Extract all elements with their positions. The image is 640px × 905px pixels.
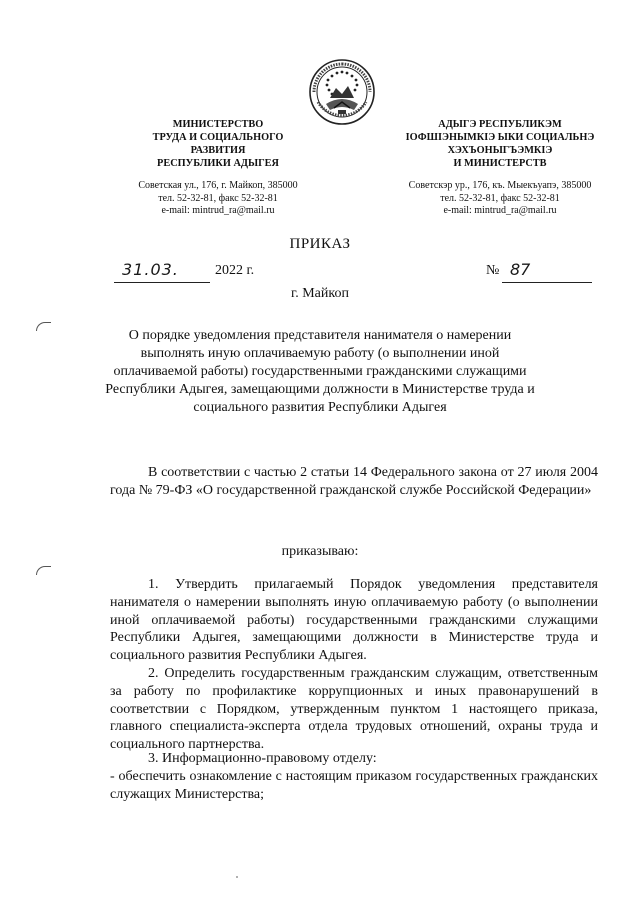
document-title: ПРИКАЗ: [289, 236, 351, 252]
order-paragraph: 3. Информационно-правовому отделу:: [148, 751, 377, 766]
handwritten-number: 87: [510, 260, 531, 279]
legal-basis-paragraph: В соответствии с частью 2 статьи 14 Федерального закона от 27 июля 2004 года № 79-ФЗ «О государственной гражданской службе Российской Федерации»: [110, 465, 598, 498]
ministry-name-line: И МИНИСТЕРСТВ: [453, 158, 547, 169]
order-paragraph: 2. Определить государственным гражданским служащим, ответственным за работу по профилактике коррупционных и иных правонарушений в соответствии с Порядком, утвержденным пунктом 1 настоящего приказа, главного специалиста-эксперта отдела трудовых отношений, охраны труда и социального партнерства.: [110, 666, 598, 753]
handwritten-date: 31.03.: [122, 260, 179, 279]
order-subject: О порядке уведомления представителя нанимателя о намерении выполнять иную оплачиваемую работу (о выполнении иной оплачиваемой работы) государственными гражданскими служащими Республики Адыгея, замещающими должности в Министерстве труда и социального развития Республики Адыгея: [105, 328, 535, 415]
year-label: 2022 г.: [215, 263, 255, 278]
order-word: приказываю:: [281, 544, 359, 559]
number-sign: №: [486, 263, 500, 278]
date-field: [114, 258, 210, 283]
address-line: Советская ул., 176, г. Майкоп, 385000: [138, 180, 298, 191]
ministry-name-adyghe: [400, 118, 600, 170]
address-line: Советскэр ур., 176, къ. Мыекъуапэ, 385000: [408, 180, 592, 191]
punch-mark: [36, 566, 51, 575]
contacts-adyghe: [400, 180, 600, 218]
number-field: [502, 258, 592, 283]
coat-of-arms-icon: [308, 58, 376, 126]
email-line: e-mail: mintrud_ra@mail.ru: [443, 205, 557, 216]
phone-line: тел. 52-32-81, факс 52-32-81: [440, 192, 560, 204]
email-line: e-mail: mintrud_ra@mail.ru: [161, 205, 275, 216]
ministry-name-line: МИНИСТЕРСТВО: [172, 119, 264, 130]
punch-mark: [36, 322, 51, 331]
ministry-name-line: РЕСПУБЛИКИ АДЫГЕЯ: [157, 158, 279, 169]
phone-line: тел. 52-32-81, факс 52-32-81: [158, 192, 278, 204]
contacts-russian: [118, 180, 318, 218]
sub-item: - обеспечить ознакомление с настоящим приказом государственных гражданских служащих Министерства;: [110, 769, 598, 802]
scan-speck: [236, 876, 238, 878]
ministry-name-line: ХЭХЪОНЫГЪЭМКIЭ: [447, 145, 553, 156]
ministry-name-line: ТРУДА И СОЦИАЛЬНОГО: [152, 132, 284, 143]
ministry-name-russian: [118, 118, 318, 170]
ministry-name-line: РАЗВИТИЯ: [190, 145, 246, 156]
city-label: г. Майкоп: [291, 286, 349, 301]
order-paragraph: 1. Утвердить прилагаемый Порядок уведомления представителя нанимателя о намерении выполнять иную оплачиваемую работу (о выполнении иной оплачиваемой работы) государственными гражданскими служащими Республики Адыгея, замещающими должности в Министерстве труда и социального развития Республики Адыгея.: [110, 577, 598, 664]
ministry-name-line: IОФШIЭНЫМКIЭ ЫКИ СОЦИАЛЬНЭ: [405, 132, 595, 143]
ministry-name-line: АДЫГЭ РЕСПУБЛИКЭМ: [438, 119, 562, 130]
